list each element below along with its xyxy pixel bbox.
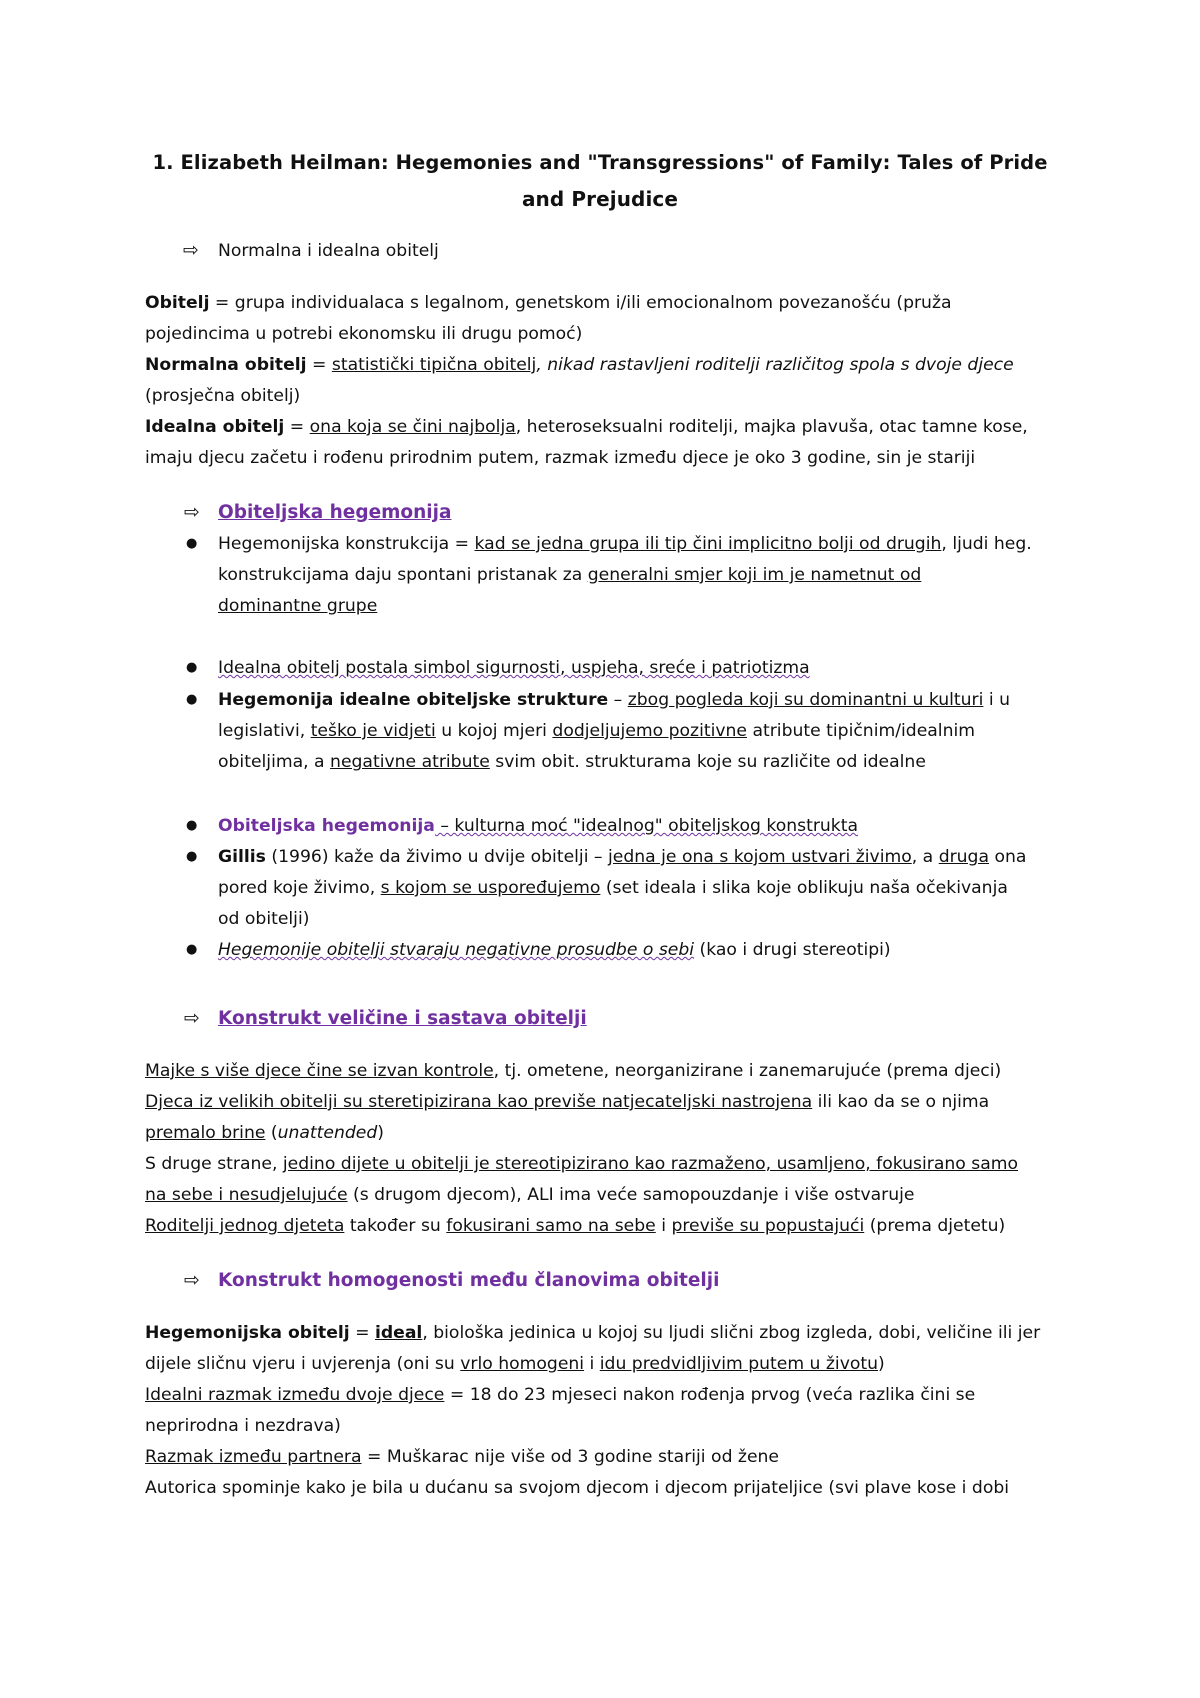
bullet-dot-icon: ● xyxy=(186,849,198,864)
right-arrow-outline-icon: ⇨ xyxy=(184,501,200,523)
underlined-text: generalni smjer koji im je nametnut od xyxy=(587,565,922,585)
paragraph-line xyxy=(145,353,1014,377)
paragraph-line xyxy=(145,1059,1001,1083)
text-span: pored koje živimo, xyxy=(218,878,381,898)
bullet-item xyxy=(218,688,1010,712)
underlined-text: idu predvidljivim putem u životu xyxy=(599,1354,879,1374)
bullet-item xyxy=(218,845,1026,869)
section-heading-konstrukt-velicine: Konstrukt veličine i sastava obitelji xyxy=(218,1008,587,1029)
text-span: – xyxy=(608,690,628,710)
text-span: = xyxy=(306,355,332,375)
section-label-normalna: Normalna i idealna obitelj xyxy=(218,241,439,261)
bullet-item xyxy=(218,938,891,962)
paragraph-line xyxy=(145,1214,1005,1238)
underlined-text: Djeca iz velikih obitelji su steretipizirana kao previše natjecateljski nastrojena xyxy=(145,1092,813,1112)
text-span: ili kao da se o njima xyxy=(812,1092,990,1112)
text-span: u kojoj mjeri xyxy=(435,721,553,741)
text-span: , tj. ometene, neorganizirane i zanemarujuće (prema djeci) xyxy=(493,1061,1002,1081)
italic-wavy-text: Hegemonije obitelji stvaraju negativne prosudbe o sebi xyxy=(218,940,695,960)
text-span: i xyxy=(655,1216,672,1236)
underlined-text: dodjeljujemo pozitivne xyxy=(552,721,747,741)
text-span: (s drugom djecom), ALI ima veće samopouzdanje i više ostvaruje xyxy=(347,1185,915,1205)
text-span: također su xyxy=(344,1216,447,1236)
underlined-text: ideal xyxy=(374,1323,423,1343)
section-heading-obiteljska-hegemonija: Obiteljska hegemonija xyxy=(218,502,452,523)
text-span: svim obit. strukturama koje su različite od idealne xyxy=(489,752,926,772)
paragraph-line xyxy=(145,415,1028,439)
section-heading-konstrukt-homogenosti: Konstrukt homogenosti među članovima obitelji xyxy=(218,1270,720,1291)
underlined-text: vrlo homogeni xyxy=(460,1354,585,1374)
bullet-item-continued xyxy=(218,563,921,587)
underlined-text: ona koja se čini najbolja xyxy=(309,417,516,437)
underlined-text: zbog pogleda koji su dominantni u kulturi xyxy=(627,690,984,710)
wavy-underlined-text: – kulturna moć "idealnog" obiteljskog konstrukta xyxy=(434,816,859,836)
right-arrow-outline-icon: ⇨ xyxy=(184,1007,200,1029)
underlined-text: na sebe i nesudjelujuće xyxy=(145,1185,348,1205)
text-span: = 18 do 23 mjeseci nakon rođenja prvog (veća razlika čini se xyxy=(444,1385,976,1405)
text-span: Hegemonijska konstrukcija = xyxy=(218,534,475,554)
italic-text: unattended xyxy=(277,1123,378,1143)
text-span: i u xyxy=(983,690,1011,710)
text-span: ona xyxy=(989,847,1027,867)
italic-text: , nikad rastavljeni roditelji različitog spola s dvoje djece xyxy=(536,355,1014,375)
paragraph-line: (prosječna obitelj) xyxy=(145,386,301,406)
bullet-dot-icon: ● xyxy=(186,818,198,833)
underlined-text: Razmak između partnera xyxy=(145,1447,362,1467)
bullet-item xyxy=(218,814,858,838)
underlined-text: Idealni razmak između dvoje djece xyxy=(145,1385,445,1405)
text-span: S druge strane, xyxy=(145,1154,283,1174)
bullet-item-continued xyxy=(218,876,1008,900)
underlined-text: teško je vidjeti xyxy=(310,721,436,741)
text-span: , a xyxy=(911,847,939,867)
underlined-text: kad se jedna grupa ili tip čini implicitno bolji od drugih xyxy=(474,534,942,554)
paragraph-line xyxy=(145,1352,885,1376)
text-span: (set ideala i slika koje oblikuju naša očekivanja xyxy=(600,878,1008,898)
title-line-1: 1. Elizabeth Heilman: Hegemonies and "Transgressions" of Family: Tales of Pride xyxy=(152,151,1048,174)
bullet-item-continued: dominantne grupe xyxy=(218,596,378,616)
text-span: = xyxy=(349,1323,375,1343)
text-span: obiteljima, a xyxy=(218,752,331,772)
bold-text: Gillis xyxy=(218,847,266,867)
text-span: ) xyxy=(878,1354,885,1374)
bullet-item xyxy=(218,532,1032,556)
text-span: atribute tipičnim/idealnim xyxy=(747,721,975,741)
paragraph-line xyxy=(145,1383,975,1407)
right-arrow-outline-icon: ⇨ xyxy=(183,239,199,261)
paragraph-line xyxy=(145,291,952,315)
underlined-text: negativne atribute xyxy=(330,752,490,772)
text-span: (kao i drugi stereotipi) xyxy=(694,940,891,960)
underlined-text: previše su popustajući xyxy=(671,1216,865,1236)
text-span: = grupa individualaca s legalnom, genetskom i/ili emocionalnom povezanošću (pruža xyxy=(209,293,952,313)
term-obitelj: Obitelj xyxy=(145,293,210,313)
bullet-item-continued xyxy=(218,719,975,743)
text-span: i xyxy=(584,1354,600,1374)
paragraph-line xyxy=(145,1090,989,1114)
bullet-item-continued xyxy=(218,750,926,774)
text-span: (1996) kaže da živimo u dvije obitelji – xyxy=(265,847,608,867)
paragraph-line: imaju djecu začetu i rođenu prirodnim putem, razmak između djece je oko 3 godine, sin je stariji xyxy=(145,448,976,468)
underlined-text: Majke s više djece čine se izvan kontrole xyxy=(145,1061,494,1081)
underlined-text: jedna je ona s kojom ustvari živimo xyxy=(608,847,912,867)
bullet-dot-icon: ● xyxy=(186,660,198,675)
bullet-item: Idealna obitelj postala simbol sigurnosti, uspjeha, sreće i patriotizma xyxy=(218,658,810,678)
text-span: (prema djetetu) xyxy=(864,1216,1006,1236)
bullet-dot-icon: ● xyxy=(186,692,198,707)
paragraph-line xyxy=(145,1183,914,1207)
underlined-text: druga xyxy=(938,847,989,867)
bold-text: Hegemonija idealne obiteljske strukture xyxy=(218,690,609,710)
document-title xyxy=(150,144,1050,218)
term-normalna-obitelj: Normalna obitelj xyxy=(145,355,307,375)
paragraph-line xyxy=(145,1445,779,1469)
title-line-2: and Prejudice xyxy=(521,187,679,211)
bold-text: Hegemonijska obitelj xyxy=(145,1323,350,1343)
text-span: konstrukcijama daju spontani pristanak za xyxy=(218,565,588,585)
paragraph-line: neprirodna i nezdrava) xyxy=(145,1416,341,1436)
paragraph-line xyxy=(145,1152,1018,1176)
bullet-item-continued: od obitelji) xyxy=(218,909,310,929)
text-span: ( xyxy=(265,1123,278,1143)
text-span: dijele sličnu vjeru i uvjerenja (oni su xyxy=(145,1354,461,1374)
underlined-text: statistički tipična obitelj xyxy=(331,355,537,375)
paragraph-line xyxy=(145,1321,1040,1345)
paragraph-line: pojedincima u potrebi ekonomsku ili drugu pomoć) xyxy=(145,324,583,344)
text-span: , biološka jedinica u kojoj su ljudi slični zbog izgleda, dobi, veličine ili jer xyxy=(422,1323,1041,1343)
right-arrow-outline-icon: ⇨ xyxy=(184,1269,200,1291)
underlined-text: s kojom se uspoređujemo xyxy=(380,878,601,898)
text-span: = xyxy=(284,417,310,437)
underlined-text: fokusirani samo na sebe xyxy=(446,1216,656,1236)
text-span: , heteroseksualni roditelji, majka plavuša, otac tamne kose, xyxy=(515,417,1028,437)
bullet-dot-icon: ● xyxy=(186,942,198,957)
text-span: = Muškarac nije više od 3 godine stariji od žene xyxy=(361,1447,780,1467)
underlined-text: premalo brine xyxy=(145,1123,266,1143)
text-span: ) xyxy=(377,1123,384,1143)
bullet-dot-icon: ● xyxy=(186,536,198,551)
term-idealna-obitelj: Idealna obitelj xyxy=(145,417,285,437)
text-span: , ljudi heg. xyxy=(941,534,1032,554)
underlined-text: Roditelji jednog djeteta xyxy=(145,1216,345,1236)
underlined-text: jedino dijete u obitelji je stereotipizirano kao razmaženo, usamljeno, fokusirano samo xyxy=(282,1154,1018,1174)
paragraph-line xyxy=(145,1121,384,1145)
text-span: legislativi, xyxy=(218,721,311,741)
bold-text: Obiteljska hegemonija xyxy=(218,816,435,836)
paragraph-line: Autorica spominje kako je bila u dućanu sa svojom djecom i djecom prijateljice (svi plave kose i dobi xyxy=(145,1478,1010,1498)
